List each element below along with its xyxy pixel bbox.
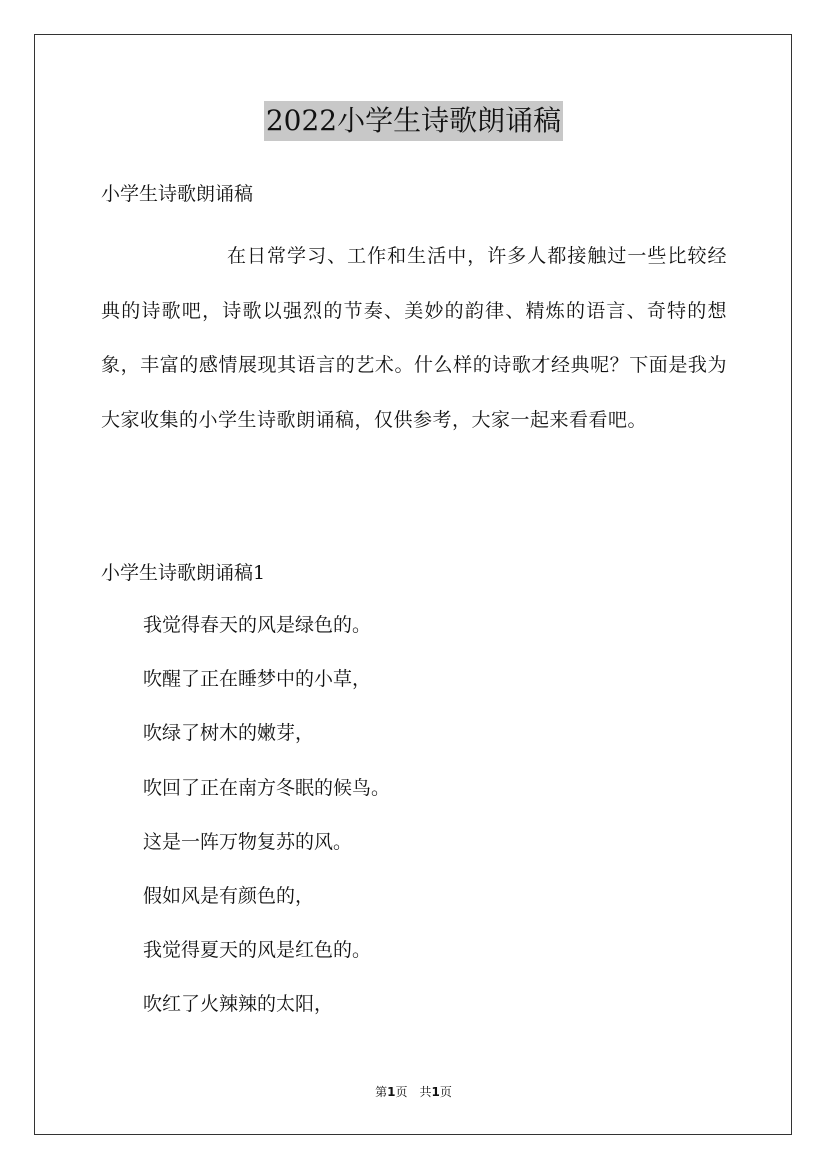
total-pages: 1 xyxy=(431,1085,440,1099)
page-number: 1 xyxy=(387,1085,396,1099)
section-heading: 小学生诗歌朗诵稿1 xyxy=(101,562,266,584)
title-container xyxy=(0,101,827,141)
total-label-prefix: 共 xyxy=(419,1085,432,1099)
document-subtitle: 小学生诗歌朗诵稿 xyxy=(101,183,254,205)
poem-line: 假如风是有颜色的， xyxy=(143,884,315,907)
poem-line: 我觉得春天的风是绿色的。 xyxy=(143,614,372,636)
page-footer xyxy=(0,1083,827,1101)
poem-line: 这是一阵万物复苏的风。 xyxy=(143,830,353,853)
page-label-prefix: 第 xyxy=(375,1085,388,1099)
page-label-suffix: 页 xyxy=(395,1085,408,1099)
poem-line: 吹回了正在南方冬眠的候鸟。 xyxy=(143,776,391,799)
document-title: 2022小学生诗歌朗诵稿 xyxy=(264,101,563,141)
intro-paragraph: 在日常学习、工作和生活中，许多人都接触过一些比较经典的诗歌吧，诗歌以强烈的节奏、美妙的韵律、精炼的语言、奇特的想象，丰富的感情展现其语言的艺术。什么样的诗歌才经典呢？下面是我为大家收集的小学生诗歌朗诵稿，仅供参考，大家一起来看看吧。 xyxy=(101,245,727,431)
poem-line: 吹绿了树木的嫩芽， xyxy=(143,722,315,745)
poem-line: 吹红了火辣辣的太阳， xyxy=(143,993,334,1016)
poem xyxy=(143,610,390,1044)
total-label-suffix: 页 xyxy=(439,1085,452,1099)
poem-line: 吹醒了正在睡梦中的小草， xyxy=(143,668,372,691)
poem-line: 我觉得夏天的风是红色的。 xyxy=(143,939,372,962)
